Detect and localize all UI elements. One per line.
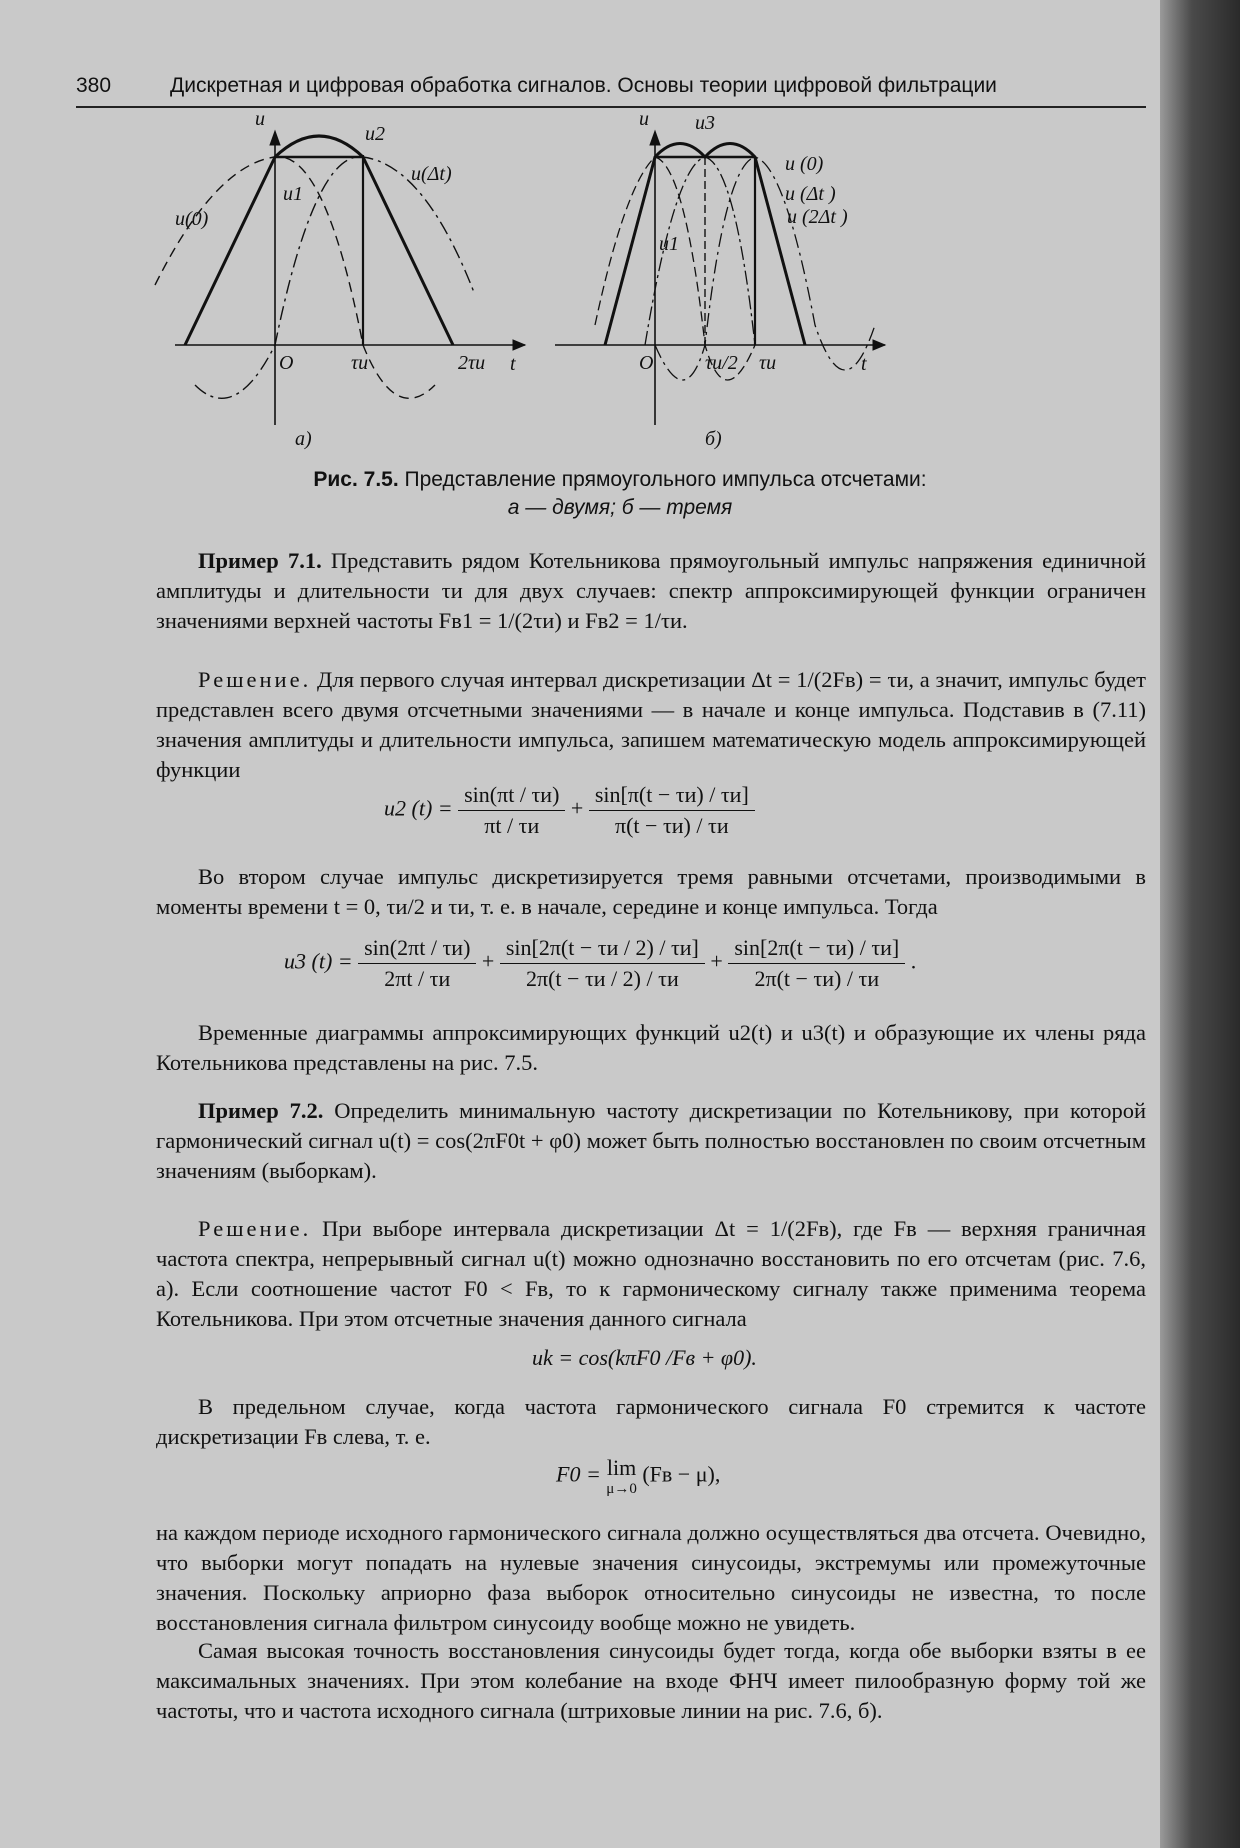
panel-b-sublabel: б) bbox=[705, 428, 722, 450]
formula-u2-f1-den: πt / τи bbox=[484, 813, 540, 838]
panel-a-u0-label: u(0) bbox=[175, 208, 209, 230]
formula-u3-frac1 bbox=[358, 935, 476, 992]
panel-b-t-arrow bbox=[873, 340, 885, 350]
panel-b bbox=[555, 131, 885, 425]
formula-u3-f2-den: 2π(t − τи / 2) / τи bbox=[525, 966, 679, 991]
formula-lim-lhs: F0 = bbox=[556, 1461, 601, 1487]
solution-1 bbox=[156, 665, 1146, 785]
formula-u2-f2-num: sin[π(t − τи) / τи] bbox=[589, 782, 755, 811]
panel-b-u0-curve bbox=[595, 157, 755, 380]
formula-u3-frac3 bbox=[728, 935, 905, 992]
formula-u3-f3-num: sin[2π(t − τи) / τи] bbox=[728, 935, 905, 964]
panel-a-u1-label: u1 bbox=[283, 183, 303, 205]
panel-b-origin: O bbox=[639, 352, 654, 374]
example-7-2 bbox=[156, 1096, 1146, 1186]
formula-u3-f3-den: 2π(t − τи) / τи bbox=[754, 966, 880, 991]
formula-u3-end: . bbox=[910, 948, 917, 974]
para-last: Самая высокая точность восстановления синусоиды будет тогда, когда обе выборки взяты в ее максимальных значениях. При этом колебание на входе ФНЧ имеет пилообразную форму той же частоты, что и частота исходного сигнала (штриховые линии на рис. 7.6, б). bbox=[156, 1638, 1146, 1723]
formula-u3-lhs: u3 (t) = bbox=[284, 948, 353, 974]
formula-u3-f1-num: sin(2πt / τи) bbox=[358, 935, 476, 964]
solution-2-label: Решение. bbox=[198, 1216, 312, 1241]
formula-lim bbox=[556, 1455, 720, 1498]
panel-b-u-arrow bbox=[650, 131, 660, 145]
formula-u2-lhs: u2 (t) = bbox=[384, 795, 453, 821]
formula-u3-frac2 bbox=[500, 935, 705, 992]
example-7-2-label: Пример 7.2. bbox=[198, 1098, 324, 1123]
para-limit: В предельном случае, когда частота гармонического сигнала F0 стремится к частоте дискретизации Fв слева, т. е. bbox=[156, 1394, 1146, 1449]
formula-lim-op bbox=[606, 1455, 637, 1498]
panel-b-u-label: u bbox=[639, 108, 649, 130]
formula-u2-frac2 bbox=[589, 782, 755, 839]
panel-a-tick2: 2τи bbox=[458, 352, 486, 374]
running-header bbox=[76, 72, 1146, 108]
formula-u3-plus2: + bbox=[710, 948, 723, 974]
panel-b-u1-label: u1 bbox=[659, 233, 679, 255]
panel-b-u2dt-label: u (2Δt ) bbox=[787, 206, 848, 228]
figure-7-5 bbox=[175, 108, 1055, 455]
caption-text: Представление прямоугольного импульса отсчетами: bbox=[404, 468, 927, 491]
page-number: 380 bbox=[76, 74, 112, 97]
panel-b-udt-label: u (Δt ) bbox=[785, 183, 836, 205]
panel-a-origin: O bbox=[279, 352, 294, 374]
para-diagrams: Временные диаграммы аппроксимирующих функций u2(t) и u3(t) и образующие их члены ряда Котельникова представлены на рис. 7.5. bbox=[156, 1020, 1146, 1075]
panel-a-u-arrow bbox=[270, 131, 280, 145]
formula-u3-f1-den: 2πt / τи bbox=[384, 966, 451, 991]
panel-b-t-label: t bbox=[861, 353, 867, 375]
para-each-period: на каждом периоде исходного гармонического сигнала должно осуществляться два отсчета. Очевидно, что выборки могут попадать на нулевые значения синусоиды, экстремумы или промежуточные значения. Поскольку априорно фаза выборок относительно синусоиды не известна, то после восстановления сигнала фильтром синусоиду вообще можно не увидеть. bbox=[156, 1520, 1146, 1635]
example-7-2-text: Определить минимальную частоту дискретизации по Котельникову, при которой гармонический сигнал u(t) = cos(2πF0t + φ0) может быть полностью восстановлен по своим отсчетным значениям (выборкам). bbox=[156, 1098, 1147, 1183]
running-title: Дискретная и цифровая обработка сигналов. Основы теории цифровой фильтрации bbox=[170, 74, 997, 97]
solution-1-text: Для первого случая интервал дискретизации Δt = 1/(2Fв) = τи, а значит, импульс будет представлен всего двумя отсчетными значениями — в начале и конце импульса. Подставив в (7.11) значения амплитуды и длительности импульса, запишем математическую модель аппроксимирующей функции bbox=[156, 667, 1146, 782]
formula-u2-plus: + bbox=[570, 795, 584, 821]
formula-uk: uk = cos(kπF0 /Fв + φ0). bbox=[532, 1345, 757, 1370]
formula-u2-f1-num: sin(πt / τи) bbox=[458, 782, 565, 811]
formula-u2 bbox=[384, 782, 755, 839]
solution-2 bbox=[156, 1214, 1146, 1334]
solution-2-text: При выборе интервала дискретизации Δt = 1/(2Fв), где Fв — верхняя граничная частота спектра, непрерывный сигнал u(t) можно однозначно восстановить по его отсчетам (рис. 7.6, а). Если соотношение частот F0 < Fв, то к гармоническому сигналу также применима теорема Котельникова. При этом отсчетные значения данного сигнала bbox=[156, 1216, 1147, 1331]
example-7-1-label: Пример 7.1. bbox=[198, 548, 322, 573]
panel-a-u2-label: u2 bbox=[365, 123, 385, 145]
panel-b-u3-label: u3 bbox=[695, 112, 715, 134]
formula-lim-sub: μ→0 bbox=[606, 1481, 637, 1497]
panel-b-u0-label: u (0) bbox=[785, 153, 824, 175]
example-7-1-text: Представить рядом Котельникова прямоугольный импульс напряжения единичной амплитуды и длительности τи для двух случаев: спектр аппроксимирующей функции ограничен значениями верхней частоты Fв1 = 1/(2τи) и Fв2 = 1/τи. bbox=[156, 548, 1146, 633]
formula-u2-f2-den: π(t − τи) / τи bbox=[614, 813, 729, 838]
para-second-case: Во втором случае импульс дискретизируется тремя равными отсчетами, производимыми в моменты времени t = 0, τи/2 и τи, т. е. в начале, середине и конце импульса. Тогда bbox=[156, 864, 1146, 919]
panel-b-tick2: τи bbox=[759, 352, 777, 374]
page-edge-shadow bbox=[1160, 0, 1240, 1848]
panel-a-sublabel: а) bbox=[295, 428, 312, 450]
solution-1-label: Решение. bbox=[198, 667, 312, 692]
caption-line2: а — двумя; б — тремя bbox=[507, 496, 733, 519]
panel-a-tick1: τи bbox=[351, 352, 369, 374]
panel-a-udt-curve bbox=[195, 157, 475, 399]
formula-lim-word: lim bbox=[606, 1455, 637, 1480]
formula-u2-frac1 bbox=[458, 782, 565, 839]
panel-b-tick1: τи/2 bbox=[705, 352, 738, 374]
formula-u3-f2-num: sin[2π(t − τи / 2) / τи] bbox=[500, 935, 705, 964]
panel-a-u-label: u bbox=[255, 108, 265, 130]
formula-u3-plus1: + bbox=[481, 948, 495, 974]
example-7-1 bbox=[156, 546, 1146, 636]
panel-a bbox=[155, 131, 525, 425]
caption-label: Рис. 7.5. bbox=[313, 468, 399, 491]
panel-a-udt-label: u(Δt) bbox=[411, 163, 452, 185]
formula-lim-rhs: (Fв − μ), bbox=[642, 1461, 721, 1487]
figure-caption bbox=[0, 468, 1240, 492]
formula-u3 bbox=[284, 935, 916, 992]
panel-a-t-label: t bbox=[510, 353, 516, 375]
panel-a-t-arrow bbox=[513, 340, 525, 350]
